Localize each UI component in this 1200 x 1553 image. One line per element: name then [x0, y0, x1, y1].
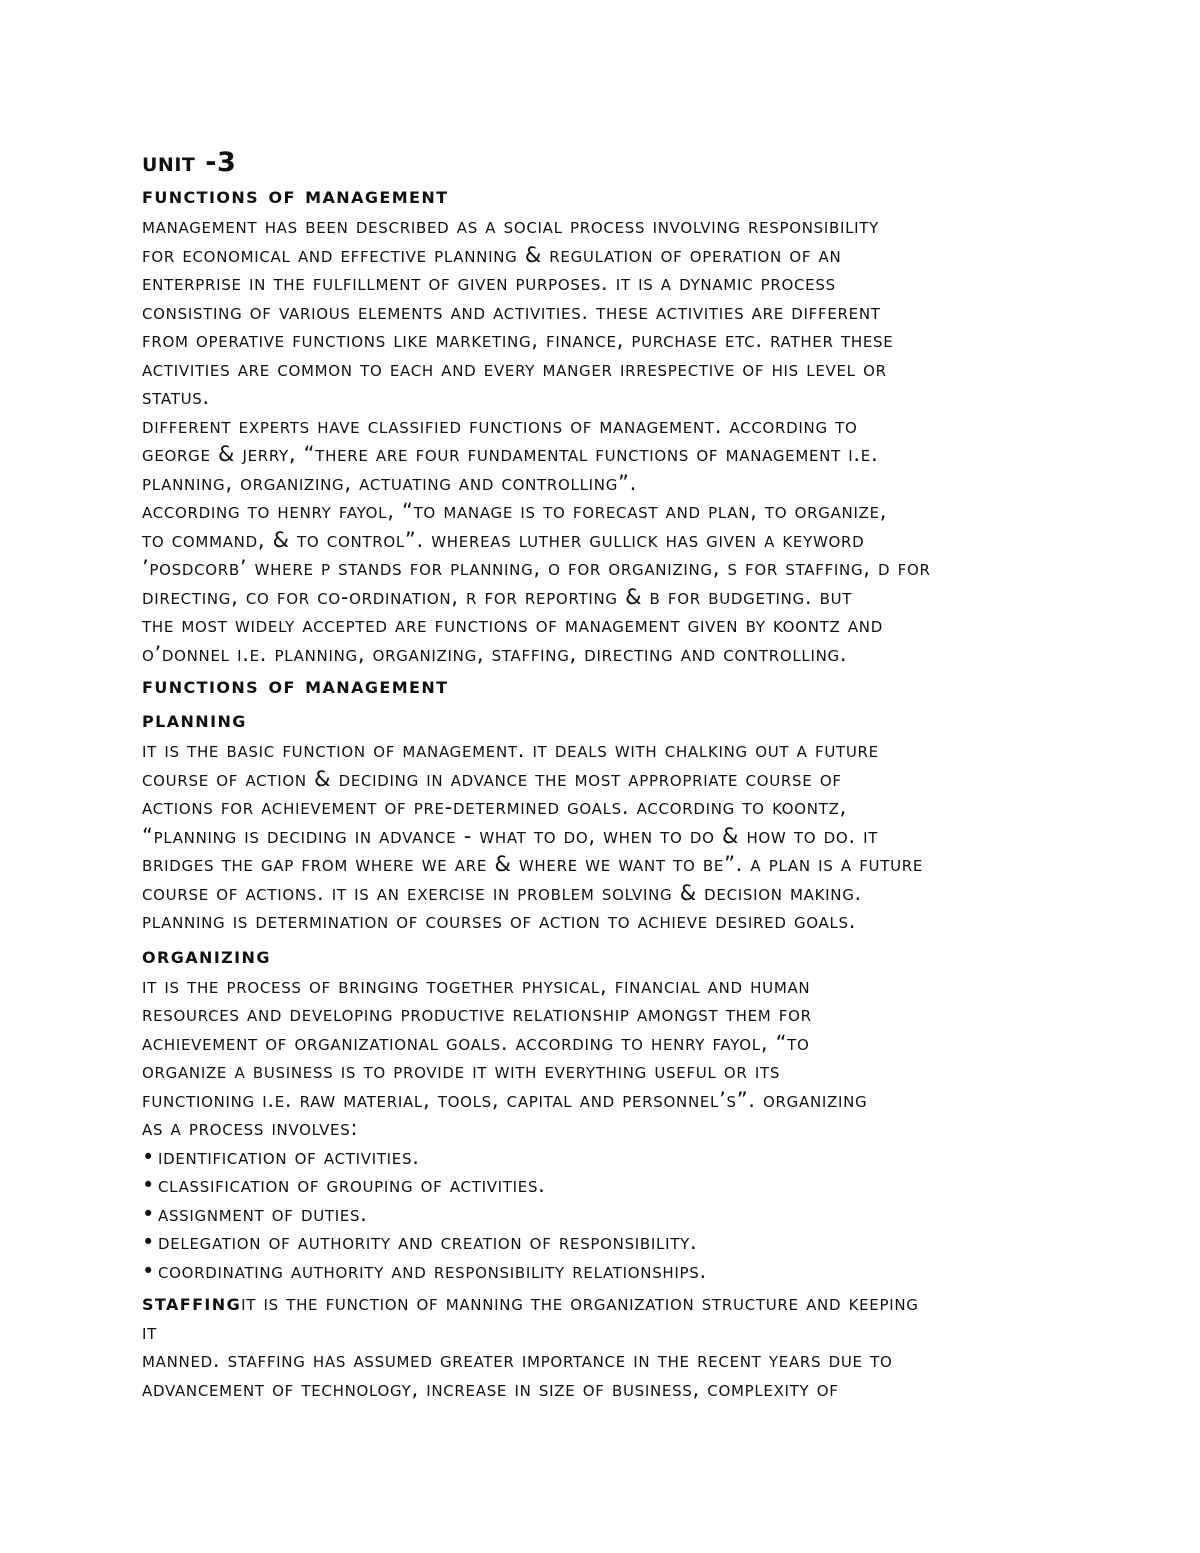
text-line: it is the basic function of management. it deals with chalking out a future: [142, 738, 879, 762]
staffing-heading: staffing: [142, 1290, 242, 1316]
bullet-icon: •: [142, 1144, 156, 1169]
staffing-paragraph: [142, 1289, 1072, 1403]
text-line: activities are common to each and every manger irrespective of his level or: [142, 356, 887, 381]
list-item-text: coordinating authority and responsibility relationships.: [158, 1258, 707, 1283]
text-line: to command, & to control”. whereas luther gullick has given a keyword: [142, 527, 865, 552]
text-line: for economical and effective planning & regulation of operation of an: [142, 242, 842, 267]
bullet-icon: •: [142, 1230, 156, 1254]
text-line: different experts have classified functions of management. according to: [142, 413, 858, 438]
list-item: [142, 1228, 1072, 1257]
planning-heading: planning: [142, 707, 247, 733]
organizing-bullet-list: [142, 1143, 1072, 1286]
text-line: o’donnel i.e. planning, organizing, staffing, directing and controlling.: [142, 641, 848, 666]
fayol-paragraph: [142, 497, 1072, 668]
text-line: planning is determination of courses of action to achieve desired goals.: [142, 909, 857, 933]
bullet-icon: •: [142, 1201, 156, 1226]
document-page: [142, 146, 1072, 1403]
section-heading-functions-of-management: functions of management: [142, 183, 449, 209]
list-item-text: assignment of duties.: [158, 1201, 368, 1226]
text-line: manned. staffing has assumed greater importance in the recent years due to: [142, 1348, 893, 1372]
bullet-icon: •: [142, 1173, 156, 1197]
text-line: planning, organizing, actuating and controlling”.: [142, 470, 637, 495]
text-line: according to henry fayol, “to manage is to forecast and plan, to organize,: [142, 499, 888, 523]
text-line: consisting of various elements and activities. these activities are different: [142, 299, 881, 324]
text-line: course of action & deciding in advance the most appropriate course of: [142, 766, 842, 791]
text-line: the most widely accepted are functions of management given by koontz and: [142, 613, 883, 637]
text-line: as a process involves:: [142, 1116, 359, 1140]
text-line: it: [142, 1319, 157, 1344]
text-line: course of actions. it is an exercise in problem solving & decision making.: [142, 880, 862, 905]
list-item-text: classification of grouping of activities.: [158, 1173, 546, 1197]
organizing-heading: organizing: [142, 942, 271, 969]
section-heading-functions-of-management-2: functions of management: [142, 673, 449, 699]
list-item: [142, 1143, 1072, 1172]
list-item: [142, 1171, 1072, 1200]
text-line: george & jerry, “there are four fundamental functions of management i.e.: [142, 442, 879, 466]
list-item: [142, 1257, 1072, 1286]
text-line: it is the process of bringing together physical, financial and human: [142, 973, 811, 998]
text-line: directing, co for co-ordination, r for reporting & b for budgeting. but: [142, 584, 853, 609]
text-line: management has been described as a social process involving responsibility: [142, 214, 880, 238]
intro-paragraph: [142, 212, 1072, 412]
text-line: enterprise in the fulfillment of given purposes. it is a dynamic process: [142, 271, 836, 295]
text-line: functioning i.e. raw material, tools, capital and personnel’s”. organizing: [142, 1087, 868, 1112]
bullet-icon: •: [142, 1258, 156, 1283]
unit-title: unit -3: [142, 147, 237, 178]
text-line: from operative functions like marketing, finance, purchase etc. rather these: [142, 328, 894, 352]
organizing-paragraph: [142, 972, 1072, 1143]
planning-paragraph: [142, 736, 1072, 936]
text-line: ’posdcorb’ where p stands for planning, o for organizing, s for staffing, d for: [142, 556, 931, 580]
staffing-first-line: [142, 1289, 1072, 1318]
list-item-text: delegation of authority and creation of responsibility.: [158, 1230, 698, 1254]
text-line: status.: [142, 385, 210, 409]
text-line: “planning is deciding in advance - what to do, when to do & how to do. it: [142, 823, 879, 848]
text-line: advancement of technology, increase in size of business, complexity of: [142, 1376, 839, 1401]
text-line: organize a business is to provide it with everything useful or its: [142, 1059, 781, 1083]
list-item-text: identification of activities.: [158, 1144, 420, 1169]
experts-paragraph: [142, 412, 1072, 498]
text-line: achievement of organizational goals. according to henry fayol, “to: [142, 1030, 810, 1055]
text-line: actions for achievement of pre-determined goals. according to koontz,: [142, 795, 847, 819]
text-line: resources and developing productive relationship amongst them for: [142, 1002, 812, 1026]
list-item: [142, 1200, 1072, 1229]
text-line: bridges the gap from where we are & where we want to be”. a plan is a future: [142, 852, 924, 876]
text-line: it is the function of manning the organization structure and keeping: [241, 1291, 919, 1315]
